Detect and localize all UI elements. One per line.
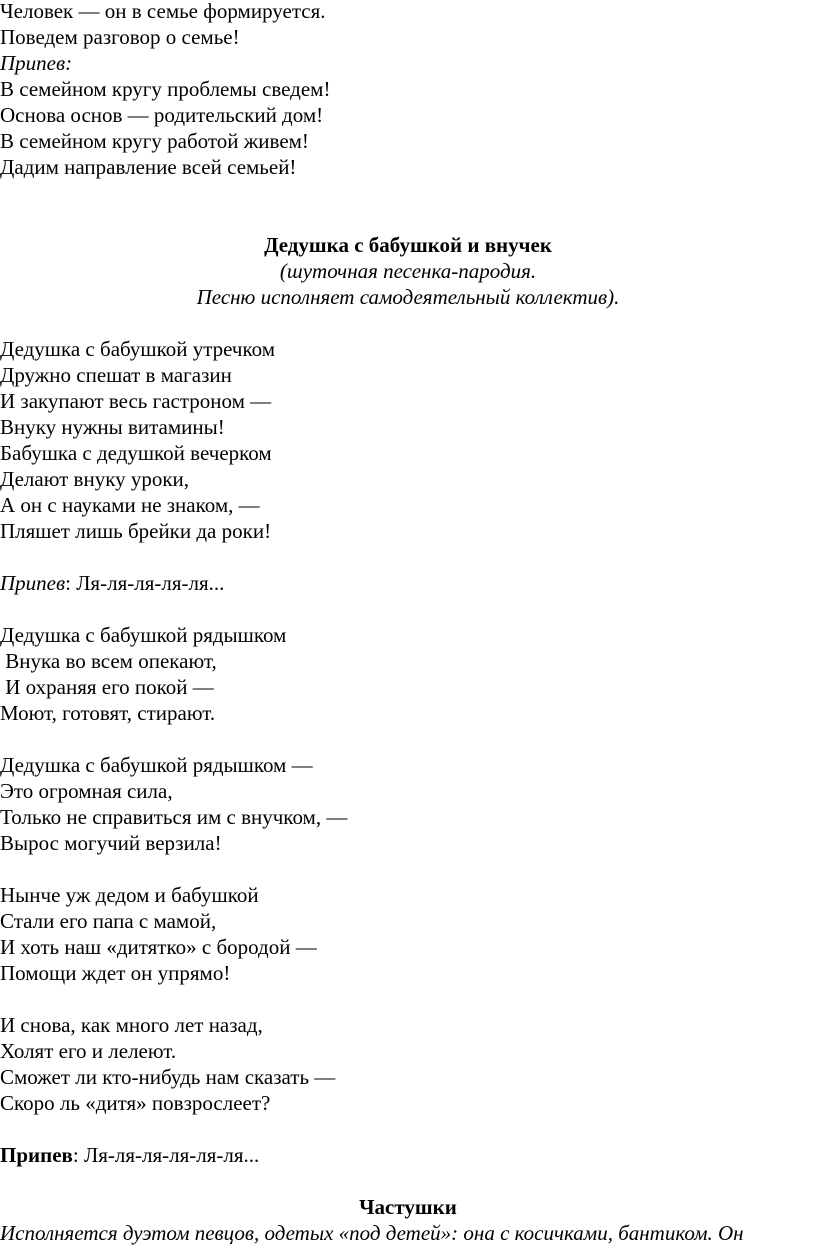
chorus-line [0,1142,816,1168]
song-subtitle: Песню исполняет самодеятельный коллектив). [196,285,620,309]
text-line: Человек — он в семье формируется. [0,0,326,23]
chorus-text: : Ля-ля-ля-ля-ля-ля... [72,1143,260,1167]
verse-line: Дедушка с бабушкой утречком [0,337,276,361]
verse-line: Помощи ждет он упрямо! [0,961,231,985]
chorus-label: Припев [0,1143,73,1167]
verse-line: И охраняя его покой — [0,675,214,699]
spacer [0,310,816,336]
verse-line: И закупают весь гастроном — [0,389,272,413]
verse-line: Только не справиться им с внучком, — [0,805,348,829]
song-header [0,232,816,310]
verse-line: Холят его и лелеют. [0,1039,177,1063]
verse-line: Дедушка с бабушкой рядышком — [0,753,313,777]
chorus-text: : Ля-ля-ля-ля-ля... [65,571,225,595]
spacer [0,1168,816,1194]
text-line: Поведем разговор о семье! [0,25,240,49]
verse-line: Стали его папа с мамой, [0,909,217,933]
chorus-line: В семейном кругу проблемы сведем! [0,77,331,101]
verse-line: И снова, как много лет назад, [0,1013,263,1037]
spacer [0,1116,816,1142]
verse-line: Внука во всем опекают, [0,649,217,673]
verse-line: Скоро ль «дитя» повзрослеет? [0,1091,271,1115]
verse-line: Внуку нужны витамины! [0,415,225,439]
song-title: Дедушка с бабушкой и внучек [264,233,552,257]
chorus-line: В семейном кругу работой живем! [0,129,309,153]
spacer [0,596,816,622]
chorus-line: Дадим направление всей семьей! [0,155,297,179]
verse-line: И хоть наш «дитятко» с бородой — [0,935,317,959]
verse-line: А он с науками не знаком, — [0,493,260,517]
verse-3 [0,752,816,856]
section-description: Исполняется дуэтом певцов, одетых «под детей»: она с косичками, бантиком. Он [0,1221,744,1245]
song-subtitle: (шуточная песенка-пародия. [279,259,537,283]
spacer [0,856,816,882]
chastushki-section [0,1194,816,1246]
spacer [0,544,816,570]
verse-line: Дружно спешат в магазин [0,363,232,387]
verse-line: Вырос могучий верзила! [0,831,222,855]
verse-4 [0,882,816,986]
verse-line: Сможет ли кто-нибудь нам сказать — [0,1065,336,1089]
verse-line: Это огромная сила, [0,779,173,803]
chorus-line: Основа основ — родительский дом! [0,103,324,127]
verse-5 [0,1012,816,1116]
verse-line: Пляшет лишь брейки да роки! [0,519,272,543]
verse-line: Моют, готовят, стирают. [0,701,216,725]
verse-line: Делают внуку уроки, [0,467,190,491]
verse-line: Нынче уж дедом и бабушкой [0,883,259,907]
intro-block [0,0,816,180]
verse-1 [0,336,816,544]
spacer [0,986,816,1012]
spacer [0,726,816,752]
chorus-label: Припев: [0,51,73,75]
verse-2 [0,622,816,726]
section-title: Частушки [359,1195,457,1219]
chorus-label: Припев [0,571,66,595]
verse-line: Бабушка с дедушкой вечерком [0,441,272,465]
chorus-line [0,570,816,596]
verse-line: Дедушка с бабушкой рядышком [0,623,287,647]
spacer [0,180,816,232]
